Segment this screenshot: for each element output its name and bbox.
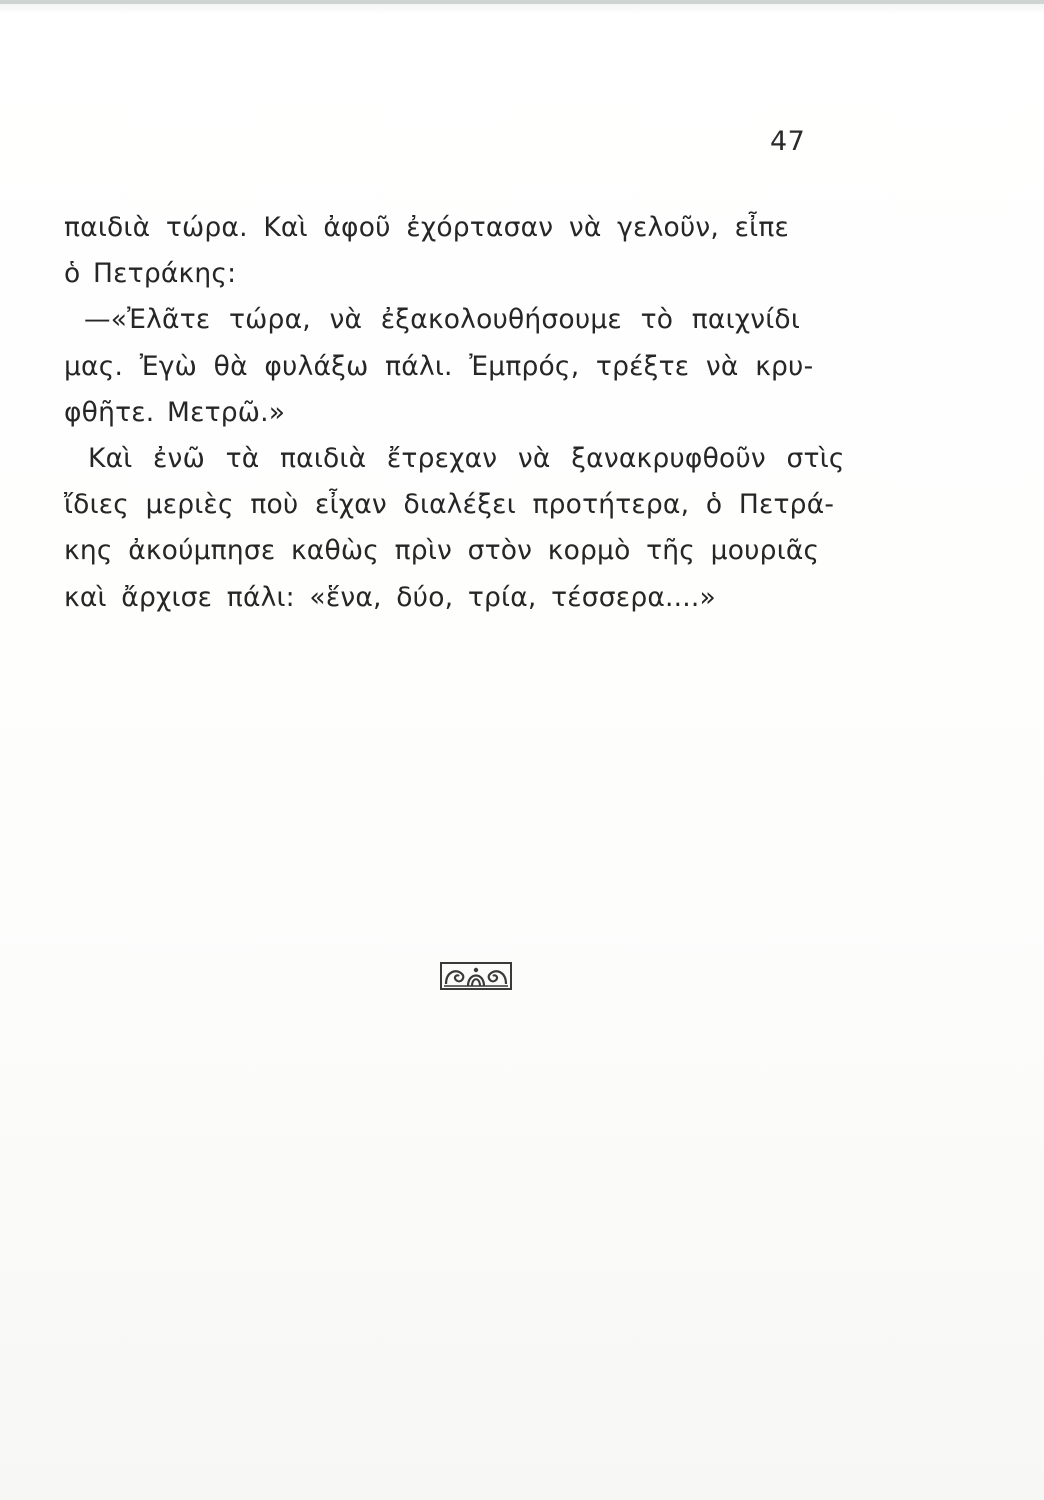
text-line: μας. Ἐγὼ θὰ φυλάξω πάλι. Ἐμπρός, τρέξτε νὰ κρυ- <box>64 350 814 382</box>
text-line: κης ἀκούμπησε καθὼς πρὶν στὸν κορμὸ τῆς μουριᾶς <box>64 535 820 567</box>
text-line: —«Ἐλᾶτε τώρα, νὰ ἐξακολουθήσουμε τὸ παιχνίδι <box>84 304 801 336</box>
page-top-edge <box>0 0 1044 4</box>
body-text <box>64 205 854 621</box>
text-line: ἴδιες μεριὲς ποὺ εἶχαν διαλέξει προτήτερα, ὁ Πετρά- <box>64 489 835 521</box>
text-line: φθῆτε. Μετρῶ.» <box>64 396 286 428</box>
text-line: ὁ Πετράκης: <box>64 258 237 290</box>
page-number: 47 <box>770 126 806 157</box>
text-line: καὶ ἄρχισε πάλι: «ἕνα, δύο, τρία, τέσσερα....» <box>64 581 716 613</box>
text-line: Καὶ ἐνῶ τὰ παιδιὰ ἔτρεχαν νὰ ξανακρυφθοῦν στὶς <box>88 443 845 475</box>
fleuron-ornament-icon <box>440 962 512 990</box>
text-line: παιδιὰ τώρα. Καὶ ἀφοῦ ἐχόρτασαν νὰ γελοῦν, εἶπε <box>64 212 790 243</box>
